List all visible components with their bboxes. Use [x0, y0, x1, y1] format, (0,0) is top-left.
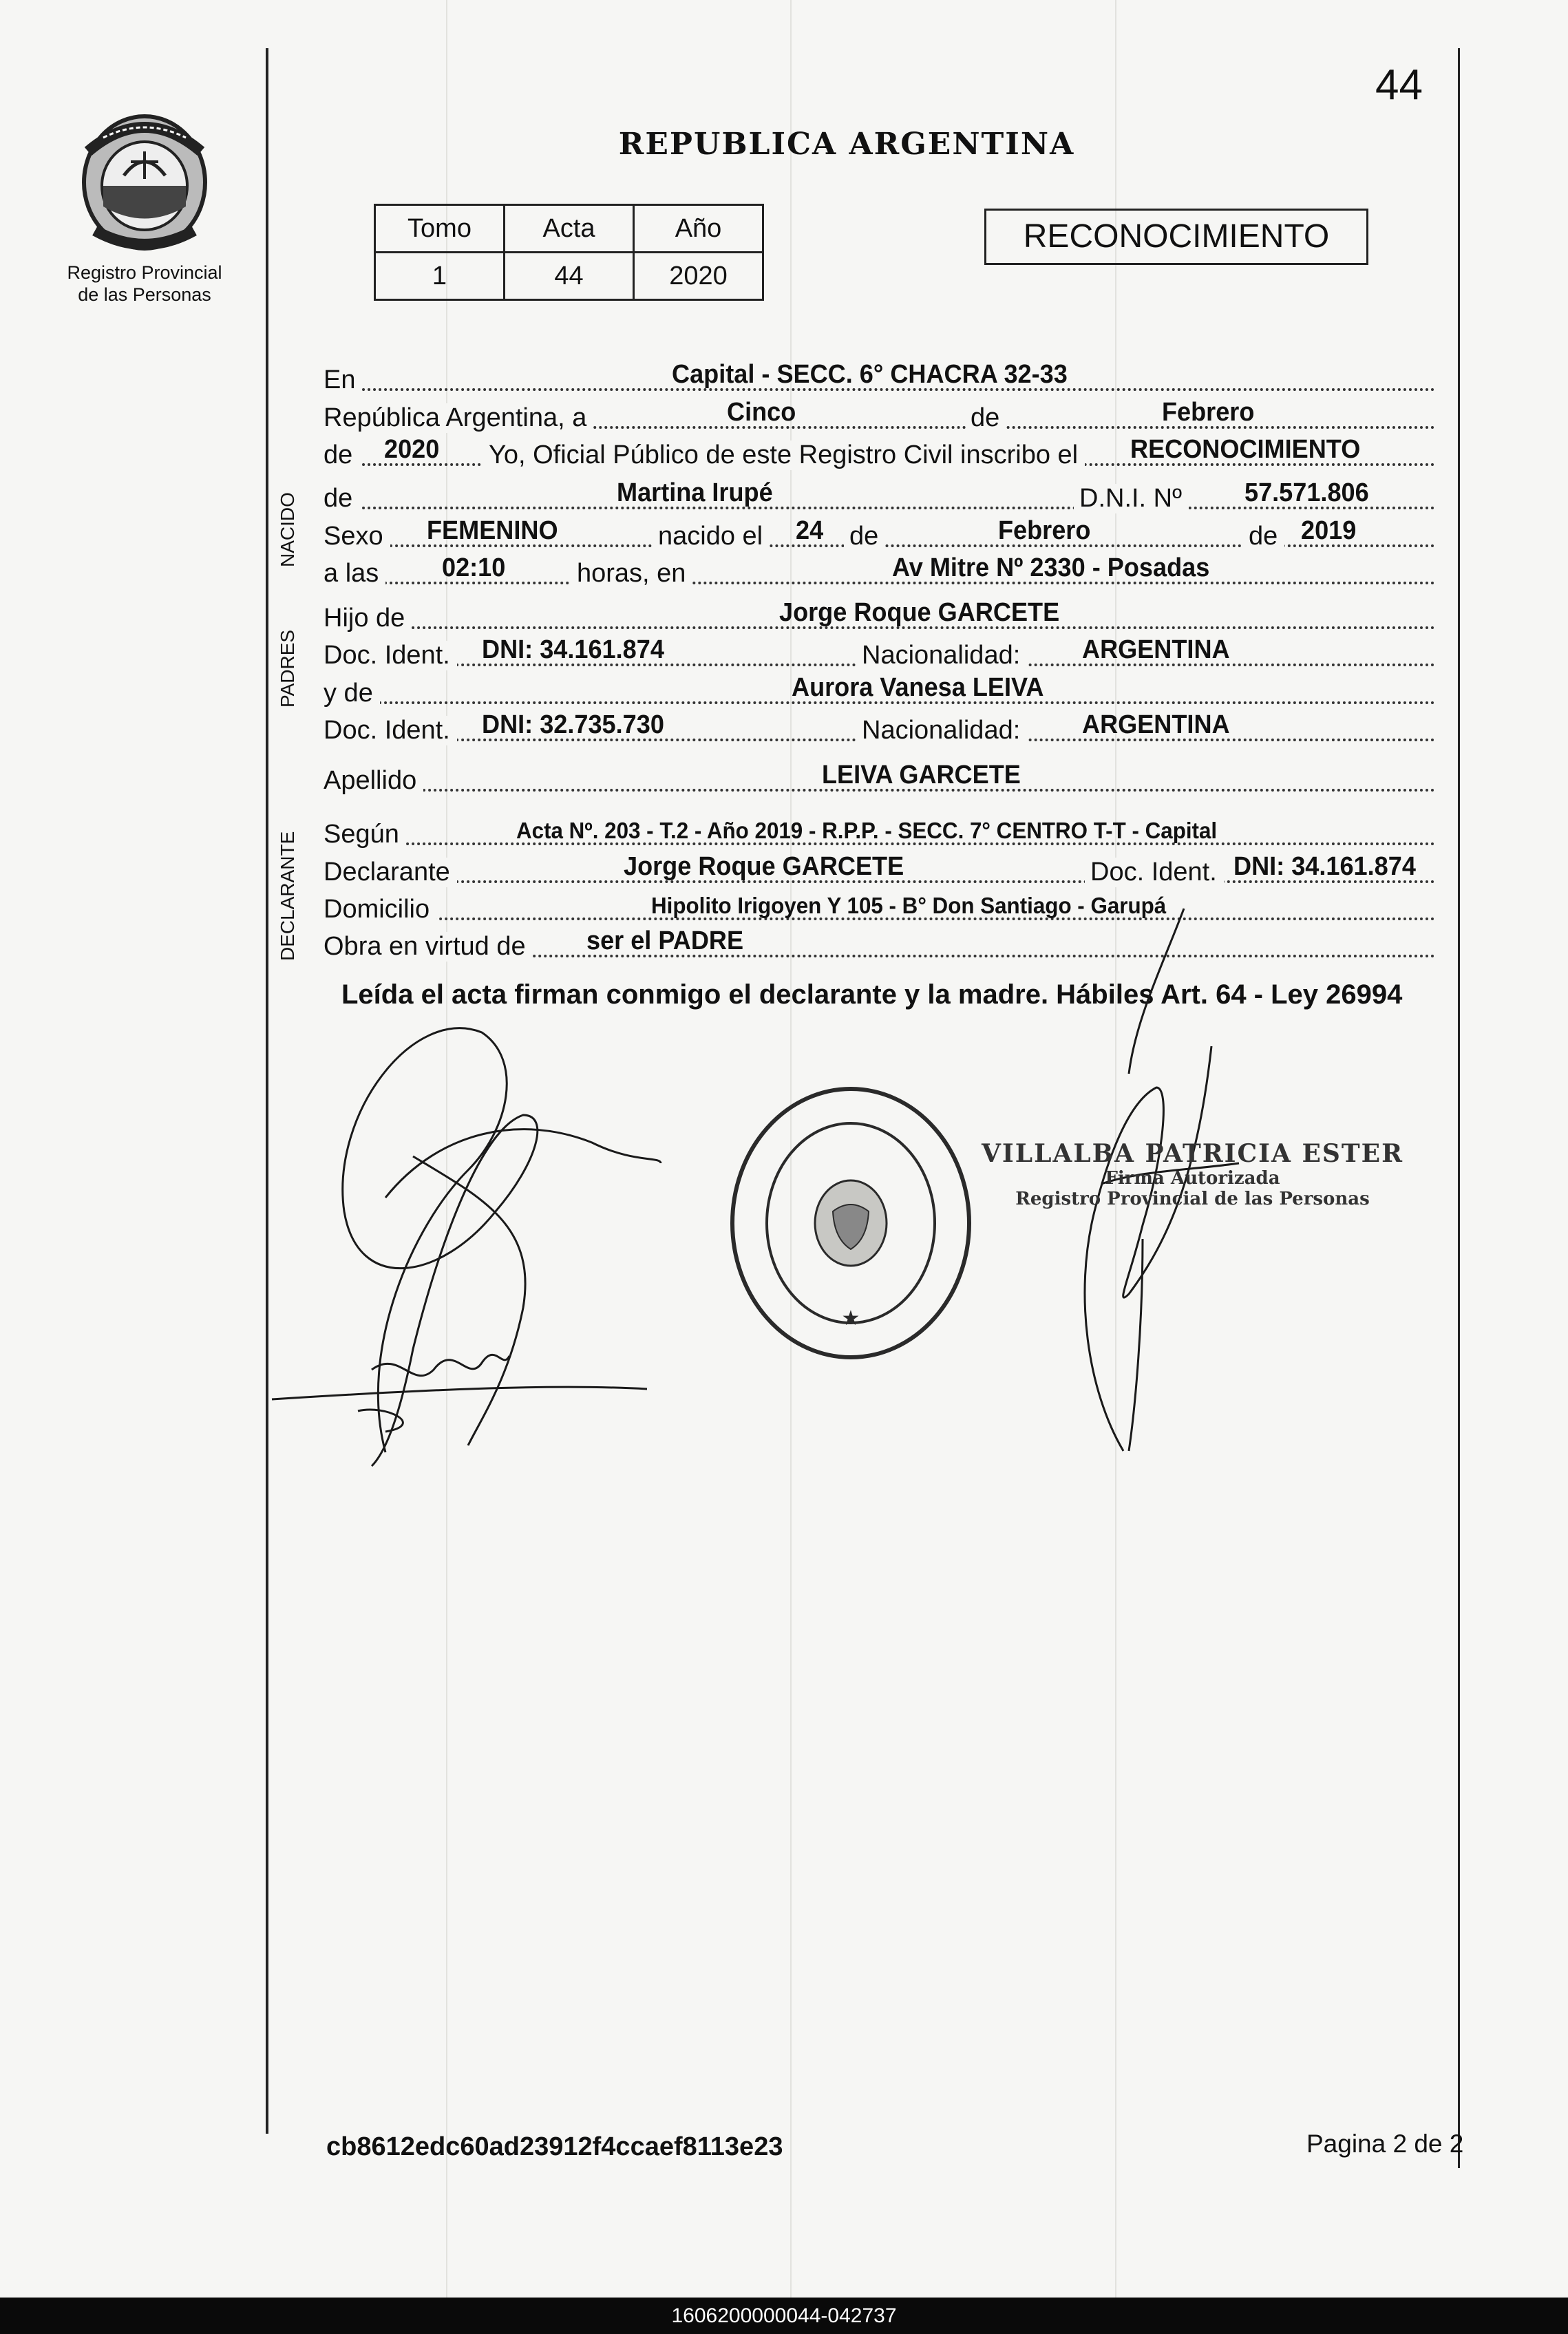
segun-value: Acta Nº. 203 - T.2 - Año 2019 - R.P.P. - SECC. 7° CENTRO T-T - Capital: [516, 818, 1218, 843]
nac-dia-value: 24: [796, 516, 824, 545]
nacido-el-label: nacido el: [653, 522, 770, 551]
closing-statement: Leída el acta firman conmigo el declarante y la madre. Hábiles Art. 64 - Ley 26994: [341, 979, 1403, 1010]
nacionalidad-label: Nacionalidad:: [856, 641, 1027, 670]
declarante-label: Declarante: [324, 858, 457, 887]
declarante-value: Jorge Roque GARCETE: [624, 852, 904, 881]
padre-nac-value: ARGENTINA: [1082, 635, 1230, 664]
nacionalidad-label: Nacionalidad:: [856, 716, 1027, 745]
padre-doc-value: DNI: 34.161.874: [482, 635, 664, 664]
mes-value: Febrero: [1162, 398, 1255, 427]
value-acta: 44: [505, 253, 634, 300]
dni-label: D.N.I. Nº: [1074, 484, 1189, 513]
footer-id: 1606200000044-042737: [0, 2298, 1568, 2334]
hora-value: 02:10: [442, 553, 506, 582]
official-org: Registro Provincial de las Personas: [1015, 1189, 1370, 1209]
section-nacido-label: NACIDO: [277, 492, 298, 567]
doc-type-box: RECONOCIMIENTO: [984, 209, 1368, 265]
header-acta: Acta: [505, 205, 634, 253]
value-tomo: 1: [375, 253, 505, 300]
header-tomo: Tomo: [375, 205, 505, 253]
header-anio: Año: [634, 205, 763, 253]
registry-label-line2: de las Personas: [78, 284, 211, 305]
decl-doc-label: Doc. Ident.: [1085, 858, 1224, 887]
anio-value: 2020: [384, 435, 440, 464]
nac-mes-value: Febrero: [998, 516, 1091, 545]
document-hash: cb8612edc60ad23912f4ccaef8113e23: [326, 2132, 783, 2161]
official-stamp-text: [982, 1139, 1403, 1209]
domicilio-value: Hipolito Irigoyen Y 105 - B° Don Santiago - Garupá: [651, 893, 1167, 918]
apellido-label: Apellido: [324, 766, 423, 796]
y-de-label: y de: [324, 679, 380, 708]
page-number: 44: [1375, 61, 1423, 109]
en-label: En: [324, 365, 362, 395]
decl-doc-value: DNI: 34.161.874: [1233, 852, 1416, 881]
madre-value: Aurora Vanesa LEIVA: [792, 673, 1044, 702]
document-title: REPUBLICA ARGENTINA: [618, 127, 1075, 162]
registry-label-line1: Registro Provincial: [67, 262, 222, 283]
section-padres-label: PADRES: [277, 629, 298, 708]
apellido-value: LEIVA GARCETE: [822, 761, 1021, 789]
nombre-value: Martina Irupé: [617, 478, 773, 507]
de-label: de: [1243, 522, 1284, 551]
doc-ident-label: Doc. Ident.: [324, 641, 457, 670]
obra-label: Obra en virtud de: [324, 932, 533, 962]
official-role: Firma Autorizada: [1105, 1168, 1280, 1189]
dni-value: 57.571.806: [1244, 478, 1369, 507]
obra-value: ser el PADRE: [586, 926, 744, 955]
de-label: de: [324, 484, 359, 513]
official-name: VILLALBA PATRICIA ESTER: [982, 1139, 1404, 1168]
yo-label: Yo, Oficial Público de este Registro Civil inscribo el: [483, 441, 1085, 470]
acto-value: RECONOCIMIENTO: [1130, 435, 1361, 464]
dia-value: Cinco: [727, 398, 796, 427]
pagination: Pagina 2 de 2: [1306, 2130, 1464, 2158]
de-label: de: [844, 522, 885, 551]
declarant-signature-icon: [272, 1028, 661, 1466]
padre-value: Jorge Roque GARCETE: [779, 598, 1060, 627]
sexo-label: Sexo: [324, 522, 390, 551]
de-label: de: [324, 441, 359, 470]
section-declarante-label: DECLARANTE: [277, 831, 298, 961]
a-las-label: a las: [324, 559, 385, 588]
de-label: de: [966, 403, 1006, 433]
horas-en-label: horas, en: [571, 559, 692, 588]
svg-text:★: ★: [841, 1306, 860, 1330]
segun-label: Según: [324, 820, 406, 849]
madre-doc-value: DNI: 32.735.730: [482, 710, 664, 739]
lugar-value: Av Mitre Nº 2330 - Posadas: [892, 553, 1210, 582]
republica-label: República Argentina, a: [324, 403, 593, 433]
en-value: Capital - SECC. 6° CHACRA 32-33: [672, 360, 1068, 389]
nac-anio-value: 2019: [1301, 516, 1357, 545]
doc-ident-label: Doc. Ident.: [324, 716, 457, 745]
value-anio: 2020: [634, 253, 763, 300]
sexo-value: FEMENINO: [427, 516, 558, 545]
madre-nac-value: ARGENTINA: [1082, 710, 1230, 739]
official-stamp-icon: [732, 1089, 969, 1357]
domicilio-label: Domicilio: [324, 895, 436, 924]
hijo-de-label: Hijo de: [324, 604, 412, 633]
